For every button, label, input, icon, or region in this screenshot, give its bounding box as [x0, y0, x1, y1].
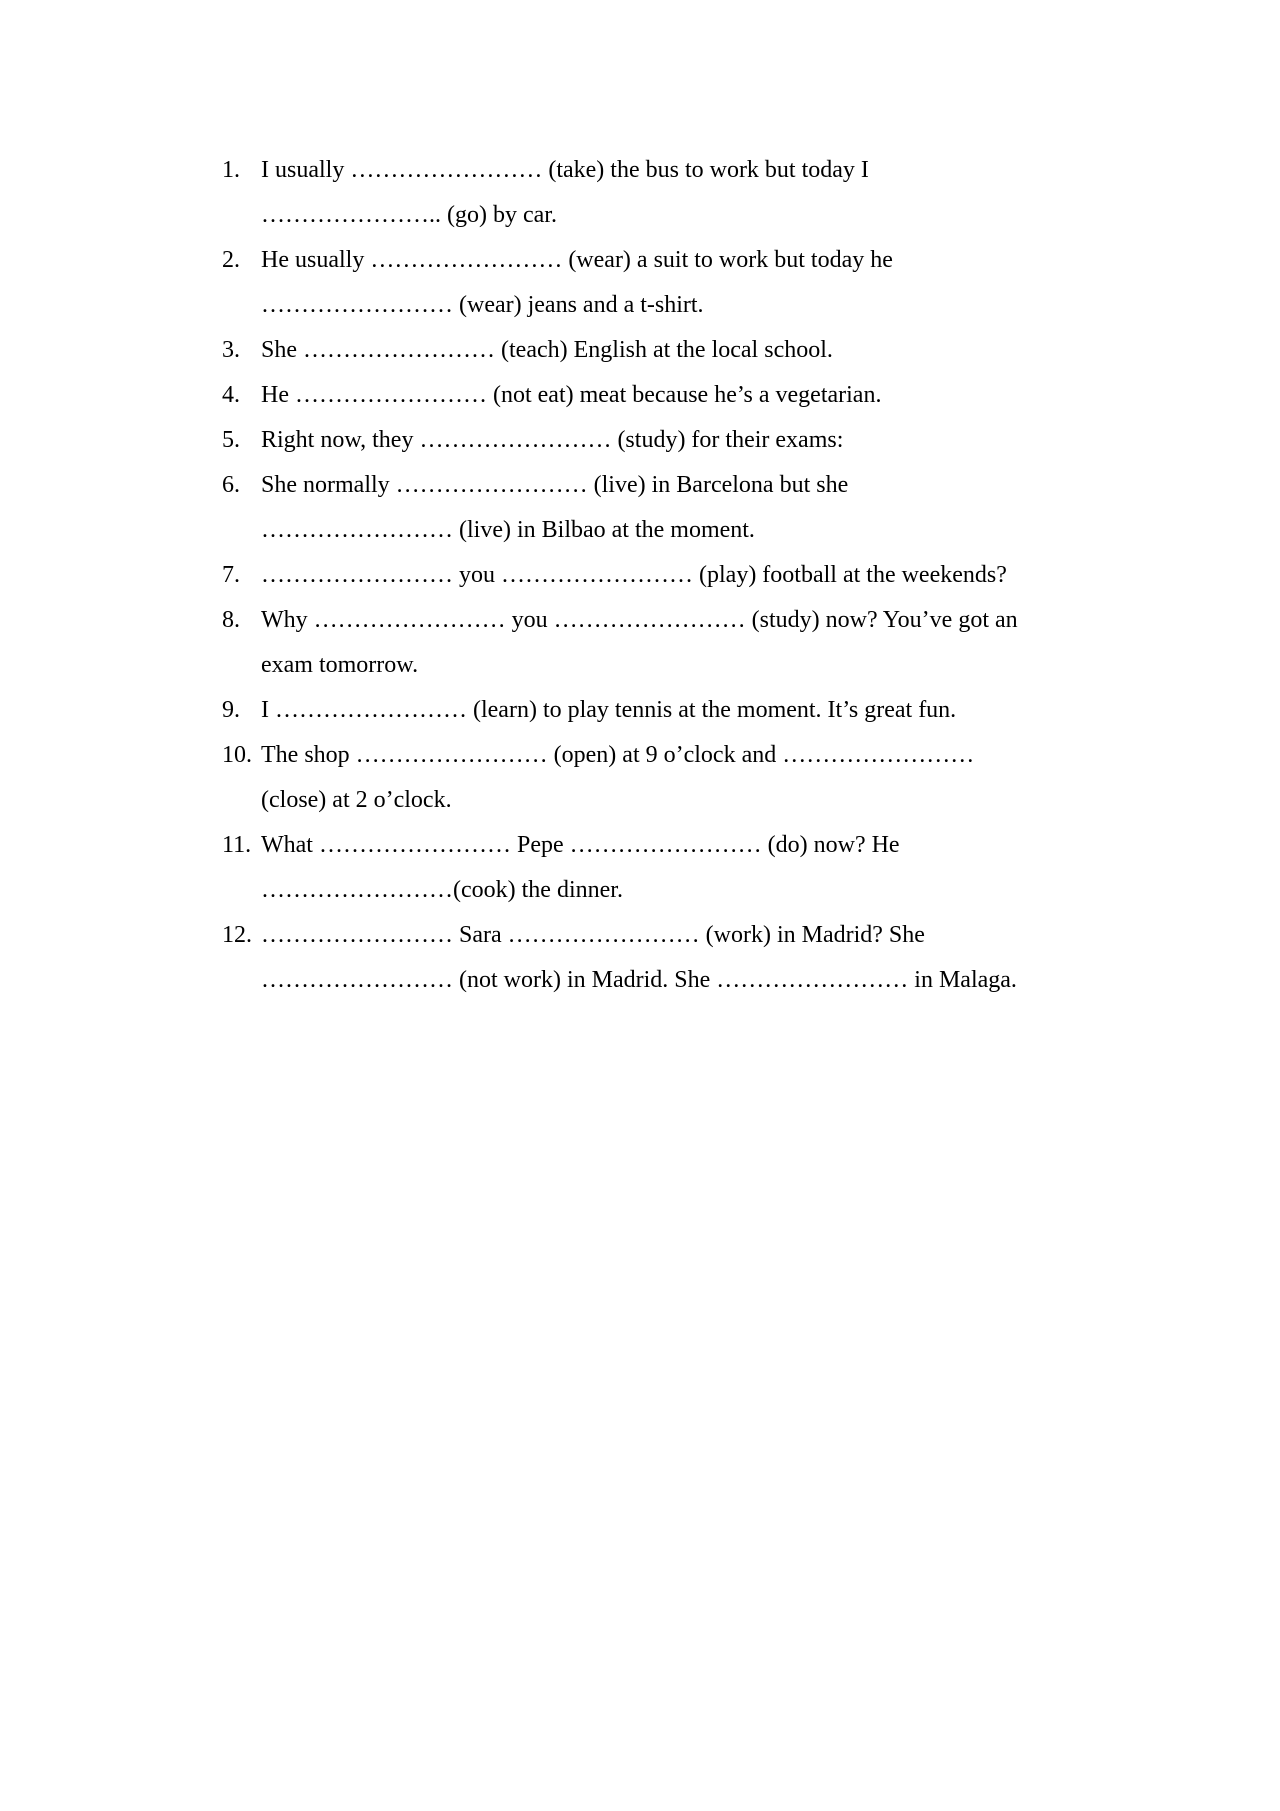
exercise-text-line: …………………… you …………………… (play) football at the weekends?: [261, 562, 1007, 588]
exercise-text-line: The shop …………………… (open) at 9 o’clock and ……………………: [261, 742, 975, 768]
exercise-number: 3.: [222, 337, 240, 363]
exercise-text-line: She normally …………………… (live) in Barcelona but she: [261, 472, 849, 498]
exercise-text-line: She …………………… (teach) English at the local school.: [261, 337, 833, 363]
exercise-item: [222, 553, 1102, 598]
exercise-item: [222, 913, 1102, 1003]
exercise-text-line: He usually …………………… (wear) a suit to work but today he: [261, 247, 893, 273]
exercise-number: 1.: [222, 157, 240, 183]
exercise-number: 9.: [222, 697, 240, 723]
exercise-item: [222, 418, 1102, 463]
exercise-text-line: Right now, they …………………… (study) for their exams:: [261, 427, 844, 453]
exercise-item: [222, 148, 1102, 238]
exercise-text-line: (close) at 2 o’clock.: [261, 787, 452, 813]
exercise-number: 6.: [222, 472, 240, 498]
exercise-text-line: He …………………… (not eat) meat because he’s a vegetarian.: [261, 382, 882, 408]
exercise-item: [222, 688, 1102, 733]
exercise-item: [222, 598, 1102, 688]
exercise-item: [222, 463, 1102, 553]
exercise-item: [222, 823, 1102, 913]
exercise-text-line: …………………… (wear) jeans and a t-shirt.: [261, 292, 704, 318]
exercise-number: 11.: [222, 832, 252, 858]
exercise-number: 10.: [222, 742, 252, 768]
exercise-item: [222, 328, 1102, 373]
exercise-text-line: …………………… (live) in Bilbao at the moment.: [261, 517, 755, 543]
exercise-text-line: I …………………… (learn) to play tennis at the moment. It’s great fun.: [261, 697, 957, 723]
exercise-text-line: …………………… (not work) in Madrid. She …………………… in Malaga.: [261, 967, 1017, 993]
exercise-text-line: ………………….. (go) by car.: [261, 202, 557, 228]
exercise-text-line: What …………………… Pepe …………………… (do) now? He: [261, 832, 900, 858]
exercise-number: 2.: [222, 247, 240, 273]
exercise-item: [222, 238, 1102, 328]
exercise-number: 4.: [222, 382, 240, 408]
exercise-text-line: I usually …………………… (take) the bus to work but today I: [261, 157, 869, 183]
exercise-text-line: exam tomorrow.: [261, 652, 419, 678]
exercise-number: 5.: [222, 427, 240, 453]
exercise-item: [222, 373, 1102, 418]
exercise-text-line: Why …………………… you …………………… (study) now? You’ve got an: [261, 607, 1018, 633]
exercise-number: 12.: [222, 922, 252, 948]
exercise-item: [222, 733, 1102, 823]
exercise-list: [222, 148, 1102, 1003]
exercise-text-line: …………………… Sara …………………… (work) in Madrid? She: [261, 922, 925, 948]
exercise-number: 7.: [222, 562, 240, 588]
exercise-number: 8.: [222, 607, 240, 633]
exercise-text-line: ……………………(cook) the dinner.: [261, 877, 623, 903]
